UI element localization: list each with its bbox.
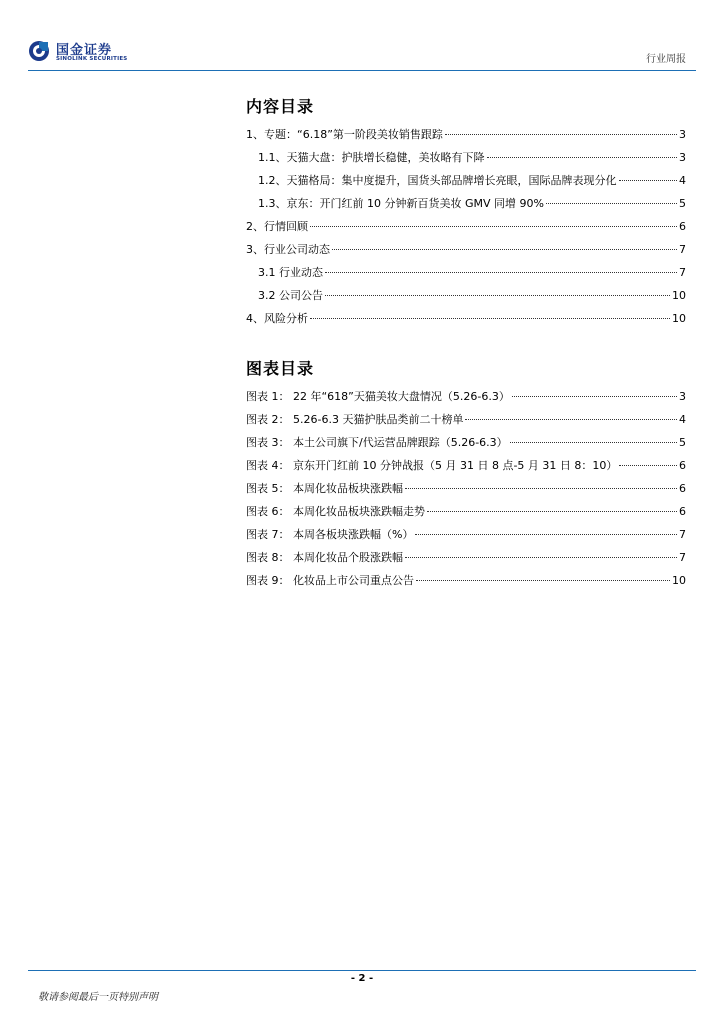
toc-entry[interactable] [246, 261, 686, 284]
figure-entry[interactable] [246, 500, 686, 523]
toc-entry-text: 3.1 行业动态 [258, 266, 323, 279]
logo-english-name: SINOLINK SECURITIES [56, 56, 128, 62]
toc-entry-text: 2、行情回顾 [246, 220, 308, 233]
toc-title: 内容目录 [246, 97, 315, 116]
toc-entry-page: 5 [679, 197, 686, 210]
dot-leader [445, 134, 677, 135]
dot-leader [619, 180, 678, 181]
toc-entry[interactable] [246, 192, 686, 215]
figure-entry[interactable] [246, 408, 686, 431]
table-of-contents [246, 94, 686, 330]
figure-entry-text: 图表 9： 化妆品上市公司重点公告 [246, 574, 414, 587]
figure-entry[interactable] [246, 385, 686, 408]
toc-entry-page: 6 [679, 220, 686, 233]
toc-entry-text: 1.1、天猫大盘：护肤增长稳健，美妆略有下降 [258, 151, 485, 164]
dot-leader [405, 488, 677, 489]
figure-index-title: 图表目录 [246, 359, 315, 378]
toc-entry-text: 1、专题：“6.18”第一阶段美妆销售跟踪 [246, 128, 443, 141]
figure-index [246, 356, 686, 592]
toc-entry[interactable] [246, 169, 686, 192]
figure-entry-page: 6 [679, 482, 686, 495]
toc-entry[interactable] [246, 123, 686, 146]
figure-entry-page: 6 [679, 459, 686, 472]
company-logo [28, 40, 148, 66]
dot-leader [310, 226, 677, 227]
dot-leader [405, 557, 677, 558]
figure-entry-page: 6 [679, 505, 686, 518]
figure-entry-page: 7 [679, 551, 686, 564]
dot-leader [325, 272, 677, 273]
header-divider [28, 70, 696, 71]
dot-leader [416, 580, 670, 581]
toc-entry-page: 3 [679, 151, 686, 164]
figure-entry-page: 4 [679, 413, 686, 426]
toc-entry[interactable] [246, 284, 686, 307]
sinolink-logo-icon [28, 40, 50, 62]
figure-entry-page: 5 [679, 436, 686, 449]
toc-entry-page: 3 [679, 128, 686, 141]
dot-leader [465, 419, 677, 420]
toc-entry-text: 4、风险分析 [246, 312, 308, 325]
figure-entry-text: 图表 1： 22 年“618”天猫美妆大盘情况（5.26-6.3） [246, 390, 510, 403]
footer-divider [28, 970, 696, 971]
dot-leader [619, 465, 677, 466]
dot-leader [512, 396, 677, 397]
toc-entry-text: 1.3、京东：开门红前 10 分钟新百货美妆 GMV 同增 90% [258, 197, 544, 210]
figure-entry-page: 7 [679, 528, 686, 541]
figure-entry[interactable] [246, 523, 686, 546]
dot-leader [325, 295, 670, 296]
disclaimer-note: 敬请参阅最后一页特别声明 [38, 992, 158, 1003]
figure-entry[interactable] [246, 431, 686, 454]
toc-entry-text: 3、行业公司动态 [246, 243, 330, 256]
figure-entry[interactable] [246, 546, 686, 569]
figure-entry-page: 10 [672, 574, 686, 587]
dot-leader [415, 534, 677, 535]
figure-entry-text: 图表 4： 京东开门红前 10 分钟战报（5 月 31 日 8 点-5 月 31 日 8：10） [246, 459, 618, 472]
toc-entry-page: 4 [679, 174, 686, 187]
dot-leader [332, 249, 677, 250]
toc-entry-page: 7 [679, 243, 686, 256]
toc-entry[interactable] [246, 215, 686, 238]
toc-entry-page: 7 [679, 266, 686, 279]
toc-entry[interactable] [246, 146, 686, 169]
toc-entry-text: 3.2 公司公告 [258, 289, 323, 302]
figure-entry-text: 图表 2： 5.26-6.3 天猫护肤品类前二十榜单 [246, 413, 464, 426]
figure-entry[interactable] [246, 477, 686, 500]
dot-leader [427, 511, 677, 512]
dot-leader [310, 318, 670, 319]
page-header [28, 38, 696, 70]
logo-chinese-name: 国金证券 [56, 43, 113, 58]
report-type-label: 行业周报 [646, 54, 686, 65]
figure-entry-text: 图表 5： 本周化妆品板块涨跌幅 [246, 482, 403, 495]
figure-entry-text: 图表 8： 本周化妆品个股涨跌幅 [246, 551, 403, 564]
toc-entry-text: 1.2、天猫格局：集中度提升，国货头部品牌增长亮眼，国际品牌表现分化 [258, 174, 617, 187]
toc-entry[interactable] [246, 307, 686, 330]
page-number: - 2 - [350, 973, 374, 984]
dot-leader [546, 203, 677, 204]
figure-entry-page: 3 [679, 390, 686, 403]
figure-entry-text: 图表 7： 本周各板块涨跌幅（%） [246, 528, 414, 541]
figure-list [246, 385, 686, 592]
figure-entry[interactable] [246, 569, 686, 592]
figure-entry-text: 图表 3： 本土公司旗下/代运营品牌跟踪（5.26-6.3） [246, 436, 508, 449]
toc-entry-page: 10 [672, 289, 686, 302]
toc-list [246, 123, 686, 330]
toc-entry[interactable] [246, 238, 686, 261]
figure-entry[interactable] [246, 454, 686, 477]
dot-leader [487, 157, 678, 158]
dot-leader [510, 442, 677, 443]
toc-entry-page: 10 [672, 312, 686, 325]
figure-entry-text: 图表 6： 本周化妆品板块涨跌幅走势 [246, 505, 425, 518]
